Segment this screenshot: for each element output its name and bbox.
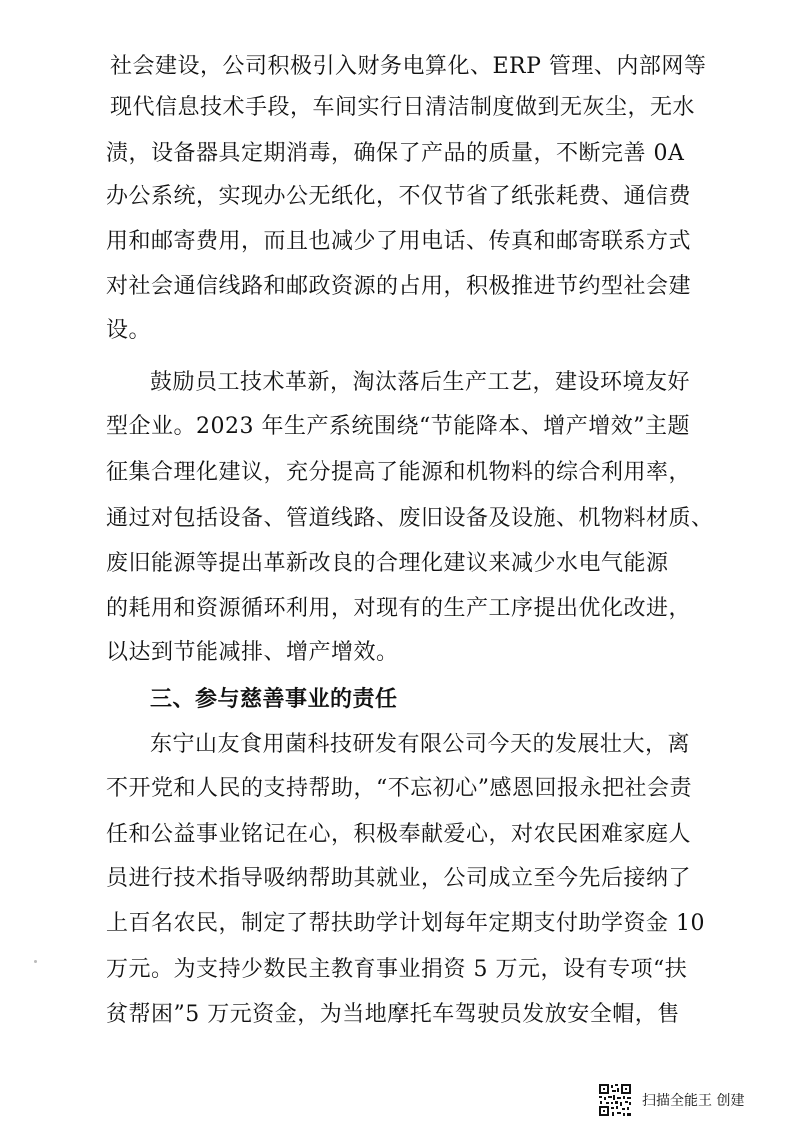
section-heading: 三、参与慈善事业的责任 (150, 686, 398, 712)
paragraph-first-line: 鼓励员工技术革新，淘汰落后生产工艺，建设环境友好 (150, 370, 691, 395)
text-line: 员进行技术指导吸纳帮助其就业，公司成立至今先后接纳了 (106, 866, 692, 891)
text-line: 不开党和人民的支持帮助，“不忘初心”感恩回报永把社会责 (106, 776, 692, 801)
text-line: 渍，设备器具定期消毒，确保了产品的质量，不断完善 0A (106, 141, 685, 166)
text-line: 办公系统，实现办公无纸化，不仅节省了纸张耗费、通信费 (106, 184, 692, 209)
text-line: 上百名农民，制定了帮扶助学计划每年定期支付助学资金 10 (106, 911, 705, 936)
text-line: 对社会通信线路和邮政资源的占用，积极推进节约型社会建 (106, 274, 692, 299)
text-line: 以达到节能减排、增产增效。 (106, 640, 399, 665)
text-line: 社会建设，公司积极引入财务电算化、ERP 管理、内部网等 (110, 54, 707, 79)
text-line: 任和公益事业铭记在心，积极奉献爱心，对农民困难家庭人 (106, 822, 692, 847)
text-line: 征集合理化建议，充分提高了能源和机物料的综合利用率， (106, 460, 692, 485)
text-line: 型企业。2023 年生产系统围绕“节能降本、增产增效”主题 (106, 414, 690, 439)
text-line: 用和邮寄费用，而且也减少了用电话、传真和邮寄联系方式 (106, 229, 692, 254)
qr-code-icon (598, 1083, 632, 1117)
text-line: 废旧能源等提出革新改良的合理化建议来减少水电气能源 (106, 551, 669, 576)
text-line: 贫帮困”5 万元资金，为当地摩托车驾驶员发放安全帽，售 (106, 1002, 680, 1027)
scanner-watermark (598, 1080, 788, 1120)
scan-speck (34, 960, 37, 963)
scanner-app-label: 扫描全能王 创建 (642, 1093, 745, 1109)
text-line: 设。 (106, 318, 152, 343)
text-line: 现代信息技术手段，车间实行日清洁制度做到无灰尘，无水 (110, 95, 696, 120)
paragraph-first-line: 东宁山友食用菌科技研发有限公司今天的发展壮大，离 (150, 732, 691, 757)
text-line: 的耗用和资源循环利用，对现有的生产工序提出优化改进， (106, 596, 692, 621)
text-line: 万元。为支持少数民主教育事业捐资 5 万元，设有专项“扶 (106, 957, 688, 982)
text-line: 通过对包括设备、管道线路、废旧设备及设施、机物料材质、 (106, 506, 714, 531)
